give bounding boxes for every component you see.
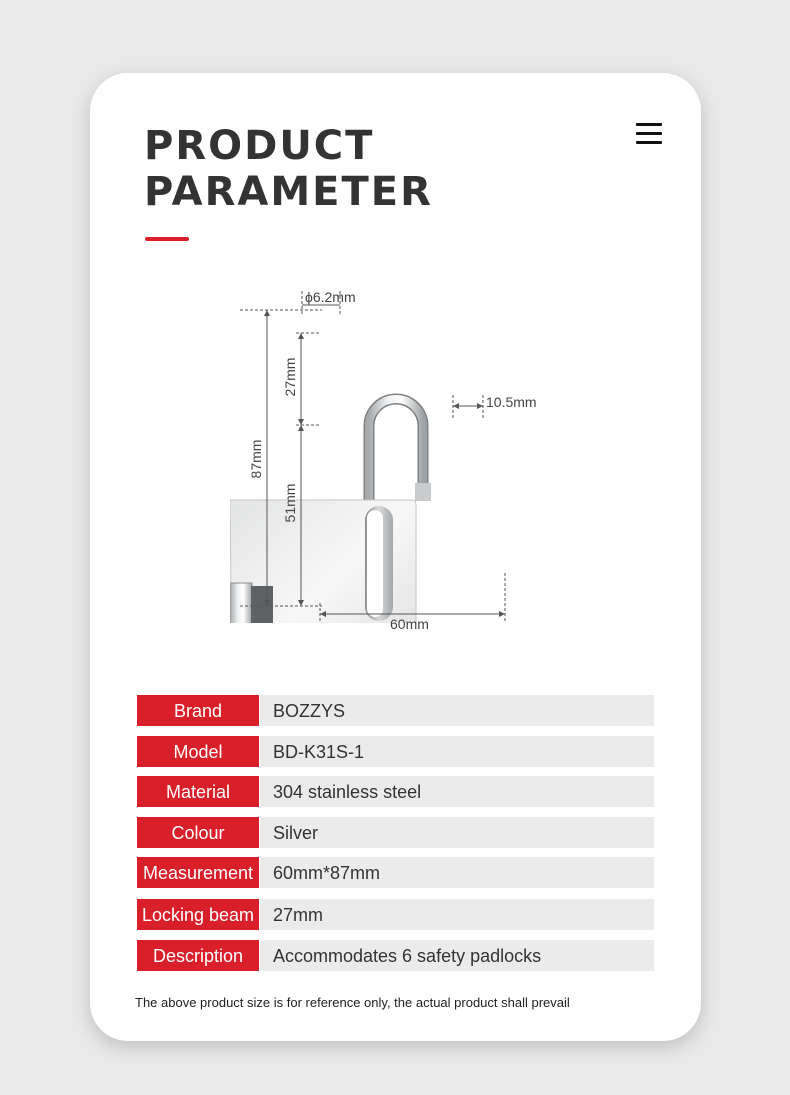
param-value: Accommodates 6 safety padlocks — [260, 940, 654, 971]
param-row-colour — [137, 817, 654, 848]
param-value: BD-K31S-1 — [260, 736, 654, 767]
param-value: BOZZYS — [260, 695, 654, 726]
dimension-annotations — [90, 73, 701, 673]
title-line-1: PRODUCT — [144, 123, 375, 169]
param-label: Description — [137, 940, 259, 971]
param-row-locking-beam — [137, 899, 654, 930]
dim-slot-width: 10.5mm — [486, 394, 537, 410]
param-row-model — [137, 736, 654, 767]
param-label: Material — [137, 776, 259, 807]
param-value: 27mm — [260, 899, 654, 930]
param-row-description — [137, 940, 654, 971]
param-value: 60mm*87mm — [260, 857, 654, 888]
param-value: Silver — [260, 817, 654, 848]
param-label: Model — [137, 736, 259, 767]
dim-shackle-diameter: ϕ6.2mm — [305, 289, 356, 305]
param-row-measurement — [137, 857, 654, 888]
param-row-material — [137, 776, 654, 807]
dim-shackle-height: 27mm — [282, 357, 298, 397]
parameter-table — [137, 695, 654, 981]
dim-body-height: 51mm — [282, 483, 298, 523]
disclaimer-footnote: The above product size is for reference only, the actual product shall prevail — [135, 995, 570, 1010]
param-label: Colour — [137, 817, 259, 848]
param-value: 304 stainless steel — [260, 776, 654, 807]
dim-body-width: 60mm — [390, 616, 429, 632]
param-label: Brand — [137, 695, 259, 726]
product-parameter-card — [90, 73, 701, 1041]
param-label: Measurement — [137, 857, 259, 888]
dim-total-height: 87mm — [248, 439, 264, 479]
title-line-2: PARAMETER — [144, 169, 433, 215]
param-row-brand — [137, 695, 654, 726]
param-label: Locking beam — [137, 899, 259, 930]
